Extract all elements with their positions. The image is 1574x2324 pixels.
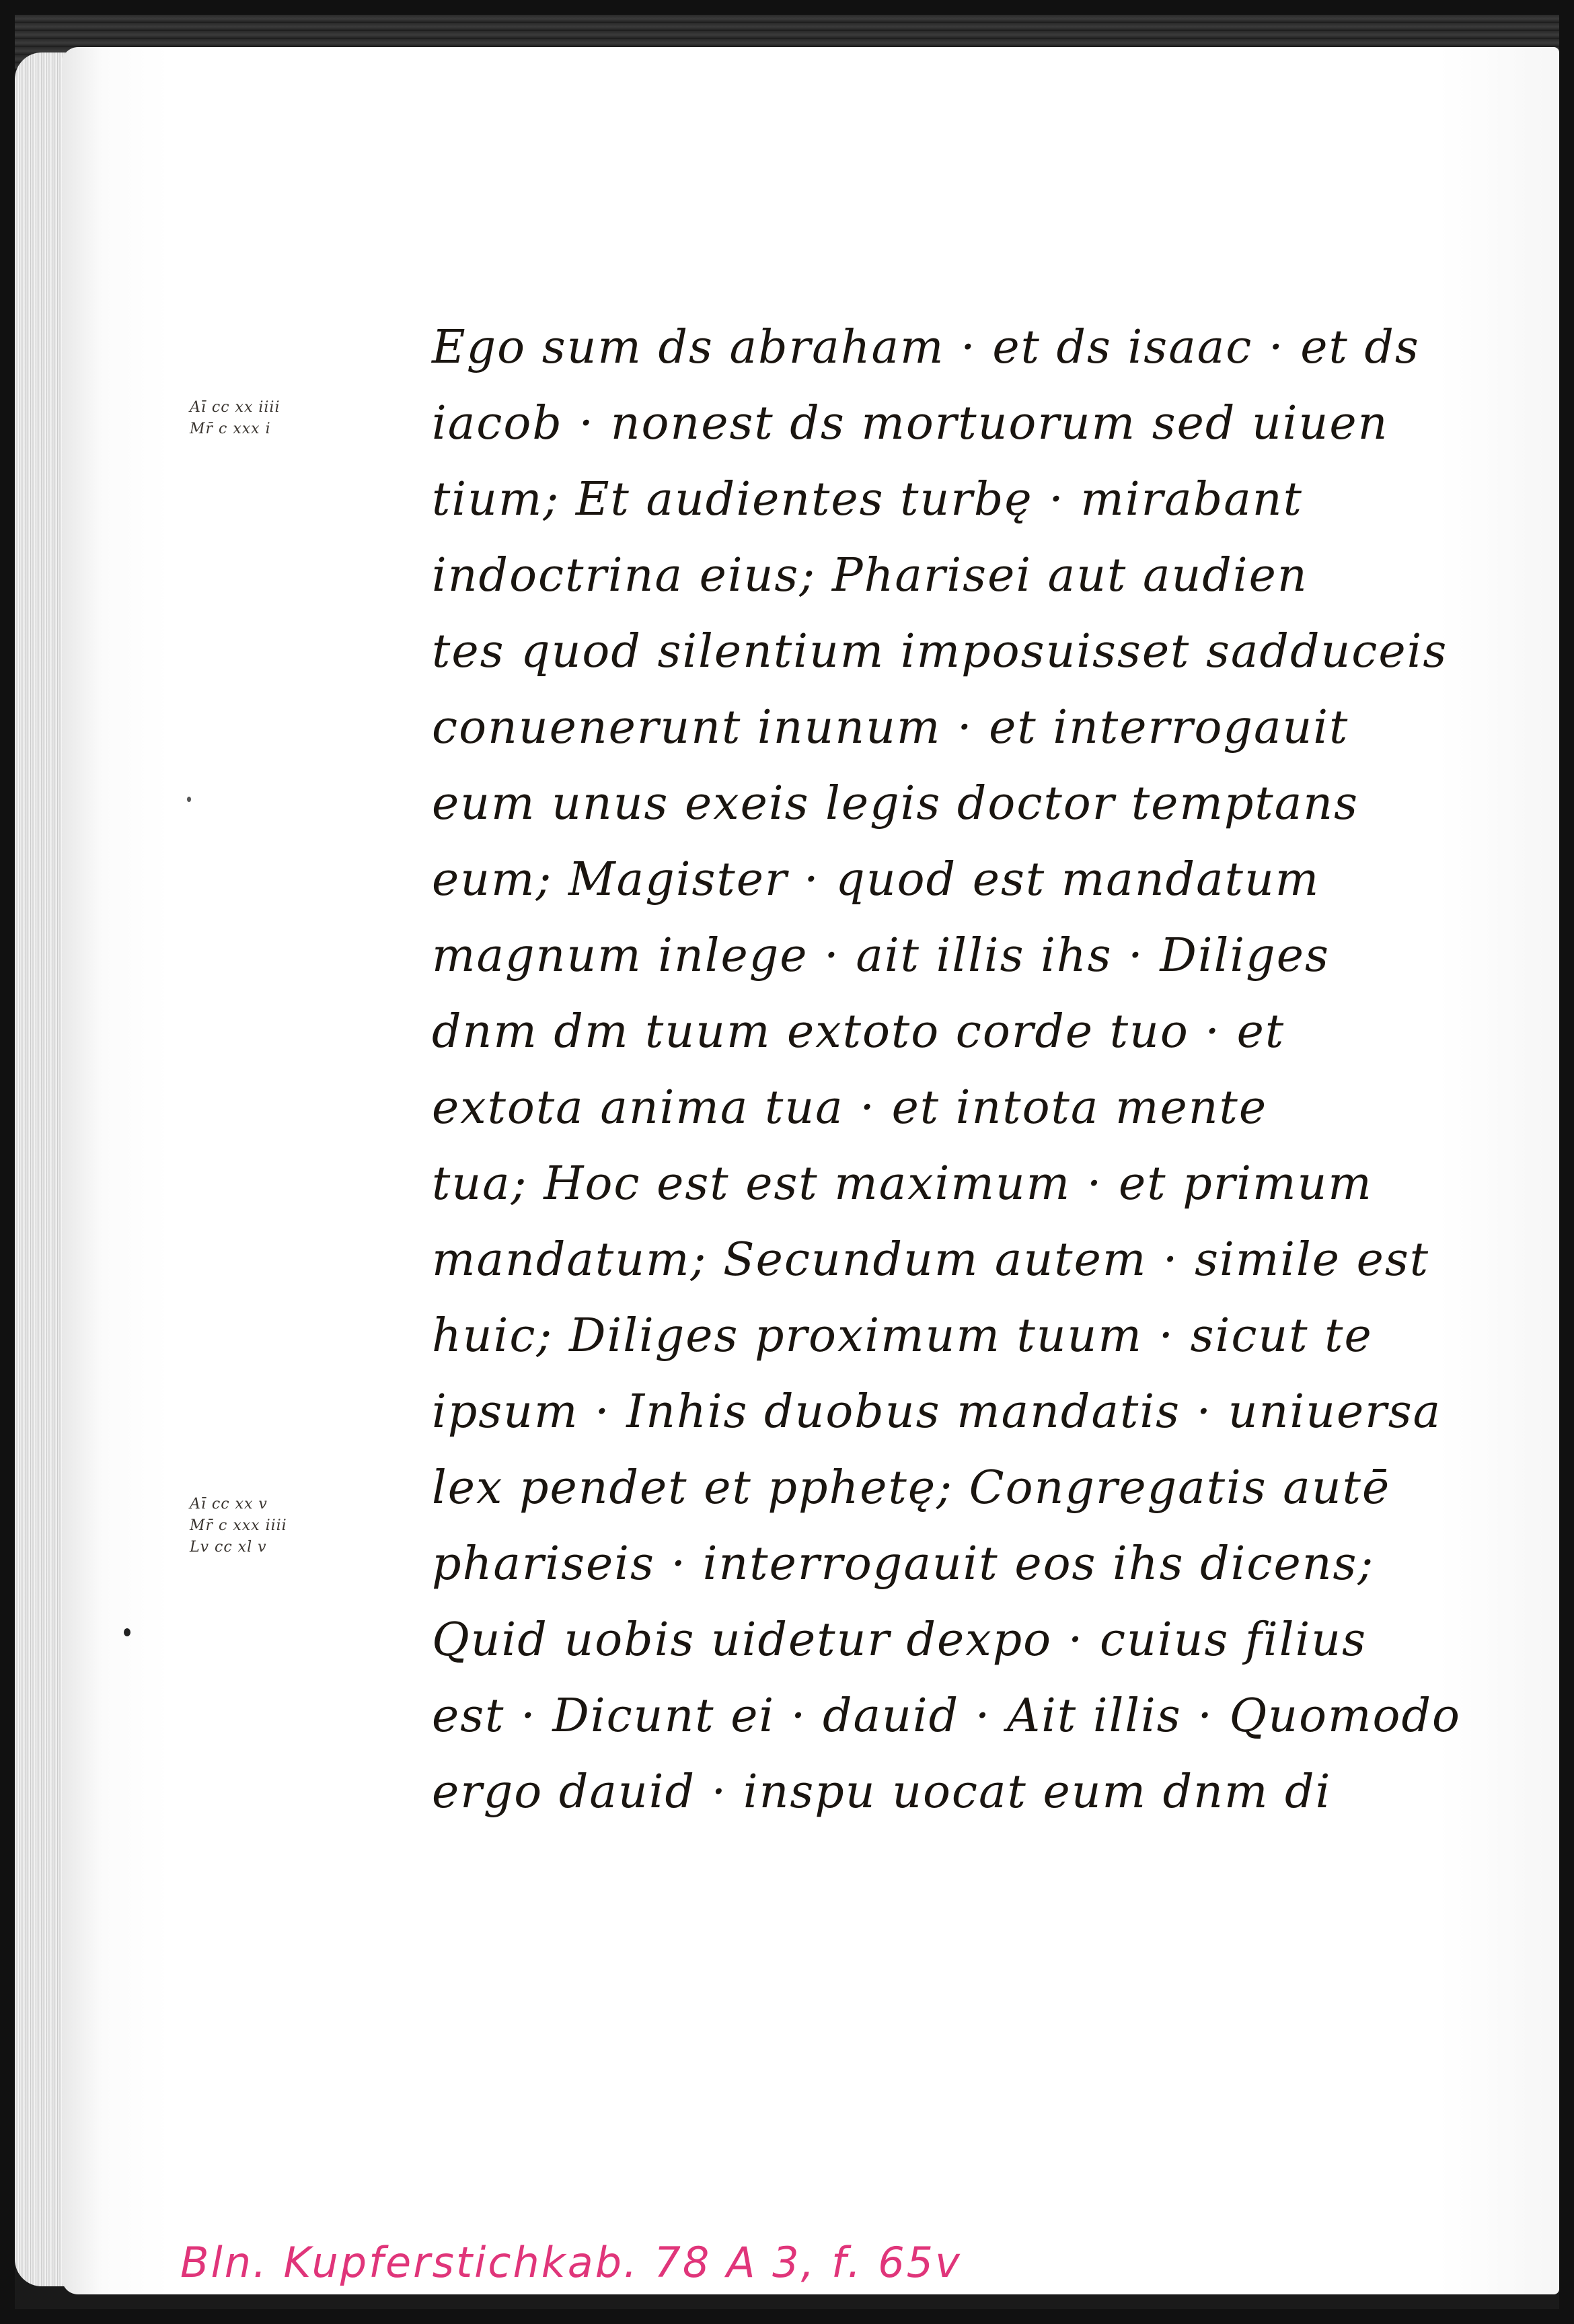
text-line: dnm dm tuum extoto corde tuo · et (432, 1005, 1285, 1058)
main-text-block (432, 310, 1508, 1830)
text-line: ipsum · Inhis duobus mandatis · uniuersa (432, 1385, 1442, 1439)
margin-gloss-bottom (190, 1494, 287, 1558)
gloss-line: Lv cc xl v (190, 1539, 267, 1556)
text-line: indoctrina eius; Pharisei aut audien (432, 549, 1308, 602)
text-line: magnum inlege · ait illis ihs · Diliges (432, 929, 1330, 982)
text-line: phariseis · interrogauit eos ihs dicens; (432, 1537, 1375, 1591)
manuscript-photo (15, 15, 1559, 2309)
text-line: tua; Hoc est est maximum · et primum (432, 1157, 1373, 1210)
text-line: lex pendet et pphetę; Congregatis autē (432, 1461, 1391, 1515)
text-line: tes quod silentium imposuisset sadduceis (432, 625, 1448, 678)
ink-speck (187, 797, 191, 802)
text-line: conuenerunt inunum · et interrogauit (432, 701, 1349, 754)
ink-dot (124, 1628, 130, 1636)
text-line: extota anima tua · et intota mente (432, 1081, 1268, 1134)
gloss-line: Aī cc xx iiii (190, 399, 280, 416)
gloss-line: Aī cc xx v (190, 1496, 268, 1513)
text-line: tium; Et audientes turbę · mirabant (432, 473, 1303, 526)
text-line: ergo dauid · inspu uocat eum dnm di (432, 1766, 1332, 1819)
text-line: iacob · nonest ds mortuorum sed uiuen (432, 397, 1389, 450)
text-line: eum unus exeis legis doctor temptans (432, 777, 1359, 830)
text-line: Ego sum ds abraham · et ds isaac · et ds (432, 321, 1420, 374)
manuscript-page (62, 47, 1559, 2294)
text-line: mandatum; Secundum autem · simile est (432, 1233, 1430, 1286)
gloss-line: Mr̄ c xxx i (190, 421, 271, 437)
margin-gloss-top (190, 397, 280, 440)
gloss-line: Mr̄ c xxx iiii (190, 1517, 287, 1534)
text-line: eum; Magister · quod est mandatum (432, 853, 1320, 906)
text-line: huic; Diliges proximum tuum · sicut te (432, 1309, 1373, 1363)
text-line: est · Dicunt ei · dauid · Ait illis · Quomodo (432, 1690, 1461, 1743)
text-line: Quid uobis uidetur dexpo · cuius filius (432, 1613, 1367, 1667)
shelfmark-note: Bln. Kupferstichkab. 78 A 3, f. 65v (180, 2238, 962, 2287)
